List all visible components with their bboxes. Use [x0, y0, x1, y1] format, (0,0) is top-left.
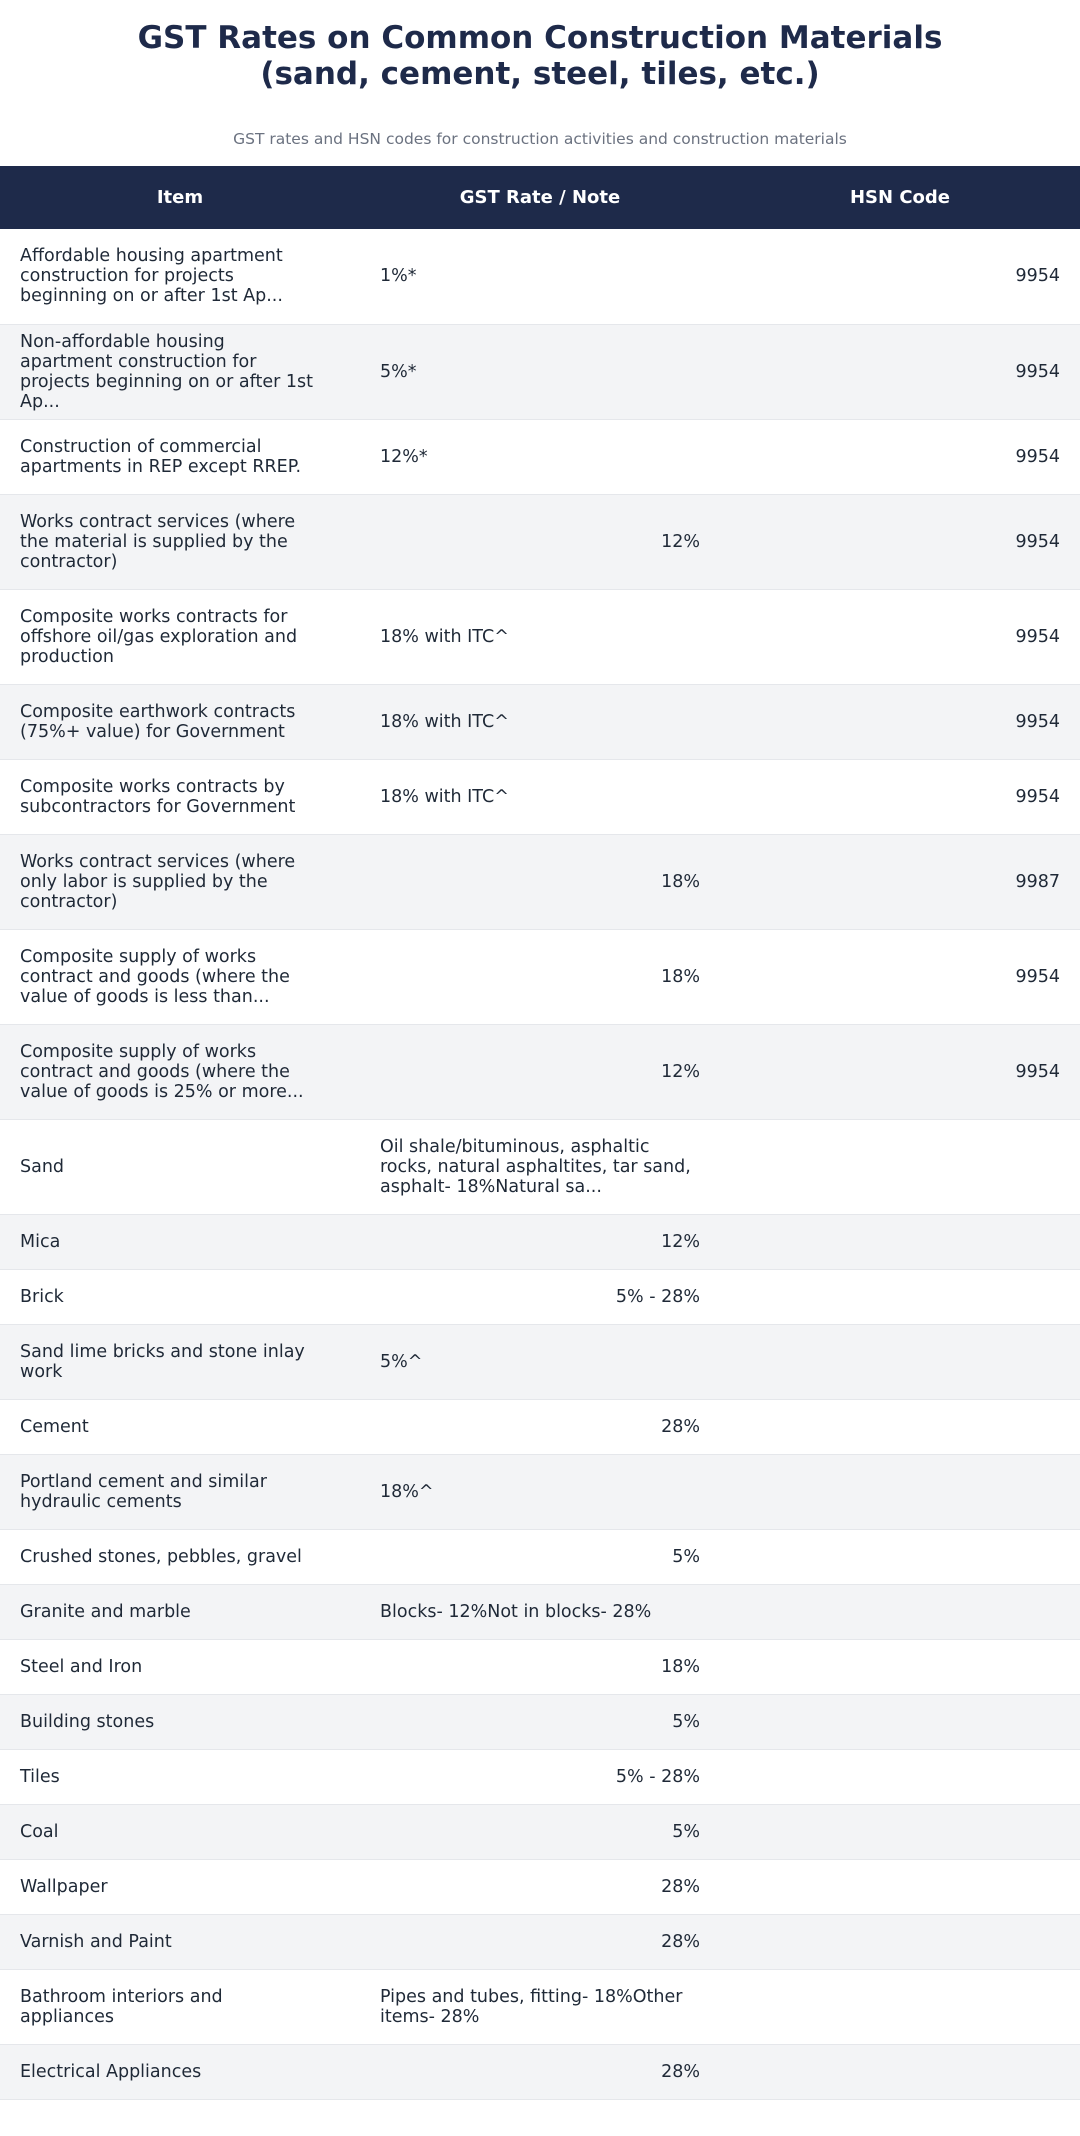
hsn-code-cell — [720, 1969, 1080, 2044]
page-title-line-2: (sand, cement, steel, tiles, etc.) — [260, 56, 820, 92]
hsn-code-cell — [720, 1694, 1080, 1749]
table-body — [0, 229, 1080, 2099]
item-cell: Composite supply of works contract and goods (where the value of goods is 25% or more... — [20, 1041, 304, 1102]
gst-rate-cell: Oil shale/bituminous, asphaltic rocks, natural asphaltites, tar sand, asphalt- 18%Natural sa... — [380, 1136, 691, 1197]
hsn-code-cell — [720, 1214, 1080, 1269]
item-cell: Coal — [20, 1821, 59, 1842]
table-row — [0, 834, 1080, 929]
gst-rate-cell: 28% — [661, 2061, 700, 2082]
gst-rate-cell: 5% — [672, 1821, 700, 1842]
table-row — [0, 1859, 1080, 1914]
gst-rate-cell: 5% — [672, 1546, 700, 1567]
hsn-code-cell: 9954 — [1015, 786, 1060, 807]
item-cell: Portland cement and similar hydraulic cements — [20, 1471, 267, 1512]
item-cell: Sand — [20, 1156, 65, 1177]
table-row — [0, 324, 1080, 419]
item-cell: Sand lime bricks and stone inlay work — [20, 1341, 305, 1382]
hsn-code-cell: 9954 — [1015, 966, 1060, 987]
table-row — [0, 1694, 1080, 1749]
gst-rate-cell: 18% with ITC^ — [380, 626, 509, 647]
item-cell: Electrical Appliances — [20, 2061, 202, 2082]
item-cell: Mica — [20, 1231, 61, 1252]
hsn-code-cell — [720, 2044, 1080, 2099]
hsn-code-cell: 9954 — [1015, 626, 1060, 647]
table-row — [0, 1749, 1080, 1804]
gst-rate-cell: 12% — [661, 531, 700, 552]
hsn-code-cell: 9954 — [1015, 531, 1060, 552]
table-row — [0, 1914, 1080, 1969]
table-row — [0, 1804, 1080, 1859]
hsn-code-cell — [720, 1639, 1080, 1694]
column-header-hsn-code: HSN Code — [849, 187, 951, 208]
table-row — [0, 1454, 1080, 1529]
hsn-code-cell — [720, 1119, 1080, 1214]
table-row — [0, 1324, 1080, 1399]
page-subtitle: GST rates and HSN codes for construction activities and construction materials — [233, 130, 847, 148]
table-row — [0, 1399, 1080, 1454]
gst-rates-table — [0, 166, 1080, 2100]
hsn-code-cell: 9954 — [1015, 711, 1060, 732]
gst-rate-cell: 28% — [661, 1876, 700, 1897]
item-cell: Composite works contracts by subcontractors for Government — [20, 776, 296, 817]
item-cell: Works contract services (where the material is supplied by the contractor) — [20, 511, 296, 572]
item-cell: Bathroom interiors and appliances — [20, 1986, 223, 2027]
gst-rate-cell: 18% with ITC^ — [380, 711, 509, 732]
gst-rate-cell: 5% — [672, 1711, 700, 1732]
item-cell: Brick — [20, 1286, 64, 1307]
item-cell: Granite and marble — [20, 1601, 191, 1622]
table-row — [0, 929, 1080, 1024]
hsn-code-cell: 9954 — [1015, 446, 1060, 467]
item-cell: Non-affordable housing apartment construction for projects beginning on or after 1st Ap... — [20, 331, 313, 412]
gst-rate-cell: Pipes and tubes, fitting- 18%Other items- 28% — [380, 1986, 683, 2027]
gst-rate-cell: 18% — [661, 871, 700, 892]
hsn-code-cell — [720, 1529, 1080, 1584]
item-cell: Crushed stones, pebbles, gravel — [20, 1546, 302, 1567]
gst-rate-cell: 5% - 28% — [615, 1286, 700, 1307]
gst-rate-cell: 28% — [661, 1416, 700, 1437]
column-header-gst-rate: GST Rate / Note — [459, 187, 621, 208]
hsn-code-cell — [720, 1859, 1080, 1914]
gst-rate-cell: 5%^ — [380, 1351, 423, 1372]
hsn-code-cell: 9954 — [1015, 361, 1060, 382]
item-cell: Steel and Iron — [20, 1656, 143, 1677]
gst-rate-cell: 5%* — [380, 361, 417, 382]
gst-rate-cell: 18%^ — [380, 1481, 434, 1502]
gst-rate-cell: 5% - 28% — [615, 1766, 700, 1787]
gst-rate-cell: 18% — [661, 966, 700, 987]
gst-rate-cell: 1%* — [380, 266, 417, 287]
hsn-code-cell — [720, 1324, 1080, 1399]
gst-rate-cell: 18% — [661, 1656, 700, 1677]
table-header — [0, 166, 1080, 229]
gst-rate-cell: 12%* — [380, 446, 428, 467]
table-row — [0, 1584, 1080, 1639]
gst-rate-cell: 18% with ITC^ — [380, 786, 509, 807]
table-row — [0, 1214, 1080, 1269]
table-row — [0, 419, 1080, 494]
table-header-row — [0, 166, 1080, 229]
column-header-item: Item — [156, 187, 204, 208]
table-row — [0, 2044, 1080, 2099]
hsn-code-cell: 9954 — [1015, 1061, 1060, 1082]
hsn-code-cell — [720, 1749, 1080, 1804]
gst-rate-cell: 12% — [661, 1231, 700, 1252]
table-row — [0, 1024, 1080, 1119]
gst-rate-cell: Blocks- 12%Not in blocks- 28% — [380, 1601, 652, 1622]
item-cell: Works contract services (where only labor is supplied by the contractor) — [20, 851, 296, 912]
table-row — [0, 759, 1080, 834]
table-row — [0, 229, 1080, 324]
table-row — [0, 1119, 1080, 1214]
page-title — [0, 0, 1080, 92]
item-cell: Wallpaper — [20, 1876, 108, 1897]
item-cell: Construction of commercial apartments in REP except RREP. — [20, 436, 302, 477]
hsn-code-cell — [720, 1914, 1080, 1969]
table-row — [0, 494, 1080, 589]
hsn-code-cell — [720, 1454, 1080, 1529]
item-cell: Composite works contracts for offshore oil/gas exploration and production — [20, 606, 298, 667]
table-row — [0, 1529, 1080, 1584]
table-row — [0, 684, 1080, 759]
table-row — [0, 1969, 1080, 2044]
item-cell: Tiles — [20, 1766, 60, 1787]
item-cell: Composite earthwork contracts (75%+ value) for Government — [20, 701, 296, 742]
item-cell: Composite supply of works contract and goods (where the value of goods is less than... — [20, 946, 290, 1007]
table-row — [0, 589, 1080, 684]
item-cell: Building stones — [20, 1711, 155, 1732]
page-title-line-1: GST Rates on Common Construction Materials — [137, 20, 943, 56]
hsn-code-cell — [720, 1804, 1080, 1859]
gst-rate-cell: 28% — [661, 1931, 700, 1952]
item-cell: Cement — [20, 1416, 89, 1437]
hsn-code-cell: 9987 — [1015, 871, 1060, 892]
hsn-code-cell — [720, 1269, 1080, 1324]
hsn-code-cell — [720, 1584, 1080, 1639]
hsn-code-cell: 9954 — [1015, 266, 1060, 287]
table-row — [0, 1269, 1080, 1324]
hsn-code-cell — [720, 1399, 1080, 1454]
item-cell: Affordable housing apartment construction for projects beginning on or after 1st Ap... — [20, 246, 283, 307]
gst-rate-cell: 12% — [661, 1061, 700, 1082]
item-cell: Varnish and Paint — [20, 1931, 172, 1952]
table-row — [0, 1639, 1080, 1694]
